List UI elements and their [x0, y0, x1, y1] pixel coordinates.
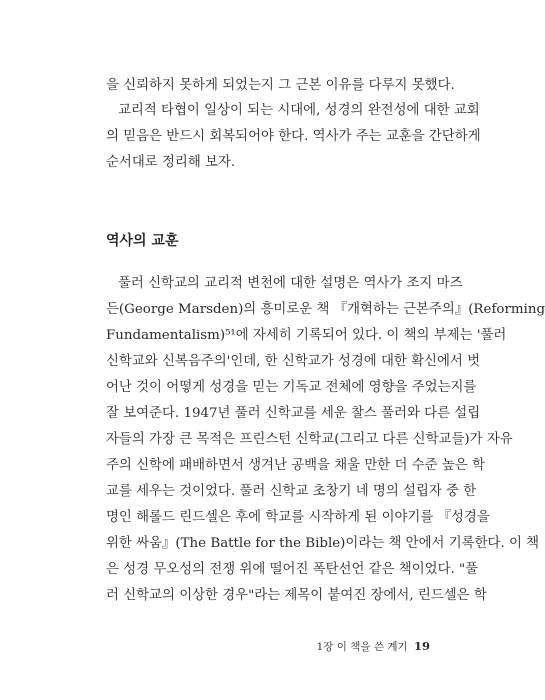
- paragraph-line: 순서대로 정리해 보자.: [106, 155, 236, 170]
- paragraph-line: Fundamentalism)⁵¹에 자세히 기록되어 있다. 이 책의 부제는 '풀러: [106, 328, 507, 343]
- paragraph-line: 의 믿음은 반드시 회복되어야 한다. 역사가 주는 교훈을 간단하게: [106, 129, 481, 144]
- paragraph-line: 풀러 신학교의 교리적 변천에 대한 설명은 역사가 조지 마즈: [118, 276, 463, 291]
- page-number: 19: [413, 639, 430, 653]
- paragraph-line: 을 신뢰하지 못하게 되었는지 그 근본 이유를 다루지 못했다.: [106, 78, 455, 93]
- paragraph-line: 어난 것이 어떻게 성경을 믿는 기독교 전체에 영향을 주었는지를: [106, 380, 477, 395]
- running-title: 1장 이 책을 쓴 계기: [316, 641, 408, 653]
- paragraph-line: 신학교와 신복음주의'인데, 한 신학교가 성경에 대한 확신에서 벗: [106, 354, 481, 369]
- paragraph-line: 러 신학교의 이상한 경우"라는 제목이 붙여진 장에서, 린드셀은 학: [106, 588, 487, 603]
- paragraph-line: 교를 세우는 것이었다. 풀러 신학교 초창기 네 명의 설립자 중 한: [106, 484, 477, 499]
- paragraph-line: 자들의 가장 큰 목적은 프린스턴 신학교(그리고 다른 신학교들)가 자유: [106, 432, 513, 447]
- paragraph-line: 주의 신학에 패배하면서 생겨난 공백을 채울 만한 더 수준 높은 학: [106, 458, 485, 473]
- paragraph-line: 잘 보여준다. 1947년 풀러 신학교를 세운 찰스 풀러와 다른 설립: [106, 406, 481, 421]
- paragraph-line: 든(George Marsden)의 흥미로운 책 『개혁하는 근본주의』(Reforming: [106, 302, 545, 317]
- paragraph-line: 교리적 타협이 일상이 되는 시대에, 성경의 완전성에 대한 교회: [118, 103, 480, 118]
- section-heading: 역사의 교훈: [106, 233, 179, 249]
- paragraph-line: 명인 해롤드 린드셀은 후에 학교를 시작하게 된 이야기를 『성경을: [106, 510, 490, 525]
- page-footer: [317, 639, 430, 654]
- paragraph-line: 은 성경 무오성의 전쟁 위에 떨어진 폭탄선언 같은 책이었다. "풀: [106, 562, 479, 577]
- paragraph-line: 위한 싸움』(The Battle for the Bible)이라는 책 안에서 기록한다. 이 책: [106, 536, 540, 551]
